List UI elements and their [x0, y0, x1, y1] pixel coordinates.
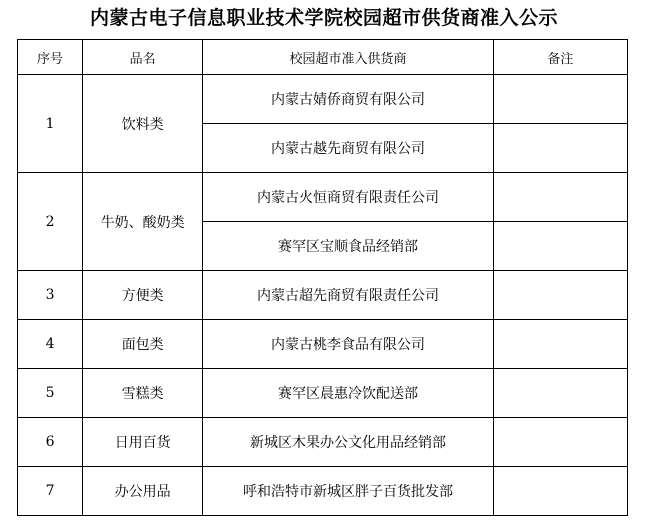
supplier-table — [17, 39, 628, 516]
row-number: 4 — [18, 320, 83, 369]
supplier-cell: 赛罕区晨惠冷饮配送部 — [203, 369, 493, 418]
table-row — [18, 467, 628, 516]
remark-cell — [493, 369, 627, 418]
remark-cell — [493, 75, 627, 124]
row-number: 3 — [18, 271, 83, 320]
remark-cell — [493, 271, 627, 320]
header-no: 序号 — [18, 40, 83, 75]
row-number: 6 — [18, 418, 83, 467]
document-title: 内蒙古电子信息职业技术学院校园超市供货商准入公示 — [89, 7, 558, 29]
table-row — [18, 320, 628, 369]
table-row — [18, 271, 628, 320]
row-number: 2 — [18, 173, 83, 271]
supplier-cell: 内蒙古桃李食品有限公司 — [203, 320, 493, 369]
supplier-cell: 内蒙古超先商贸有限责任公司 — [203, 271, 493, 320]
supplier-cell: 新城区木果办公文化用品经销部 — [203, 418, 493, 467]
header-supplier: 校园超市准入供货商 — [203, 40, 493, 75]
category-cell: 面包类 — [83, 320, 203, 369]
table-row — [18, 418, 628, 467]
table-row — [18, 369, 628, 418]
supplier-cell: 内蒙古越先商贸有限公司 — [203, 124, 493, 173]
table-row — [18, 173, 628, 222]
supplier-cell: 呼和浩特市新城区胖子百货批发部 — [203, 467, 493, 516]
remark-cell — [493, 320, 627, 369]
category-cell: 牛奶、酸奶类 — [83, 173, 203, 271]
remark-cell — [493, 222, 627, 271]
remark-cell — [493, 467, 627, 516]
category-cell: 雪糕类 — [83, 369, 203, 418]
category-cell: 日用百货 — [83, 418, 203, 467]
category-cell: 饮料类 — [83, 75, 203, 173]
remark-cell — [493, 173, 627, 222]
table-row — [18, 75, 628, 124]
supplier-cell: 内蒙古婧侨商贸有限公司 — [203, 75, 493, 124]
remark-cell — [493, 124, 627, 173]
category-cell: 办公用品 — [83, 467, 203, 516]
row-number: 5 — [18, 369, 83, 418]
row-number: 1 — [18, 75, 83, 173]
row-number: 7 — [18, 467, 83, 516]
category-cell: 方便类 — [83, 271, 203, 320]
header-remark: 备注 — [493, 40, 627, 75]
header-row — [18, 40, 628, 75]
supplier-cell: 内蒙古火恒商贸有限责任公司 — [203, 173, 493, 222]
supplier-cell: 赛罕区宝顺食品经销部 — [203, 222, 493, 271]
header-category: 品名 — [83, 40, 203, 75]
remark-cell — [493, 418, 627, 467]
